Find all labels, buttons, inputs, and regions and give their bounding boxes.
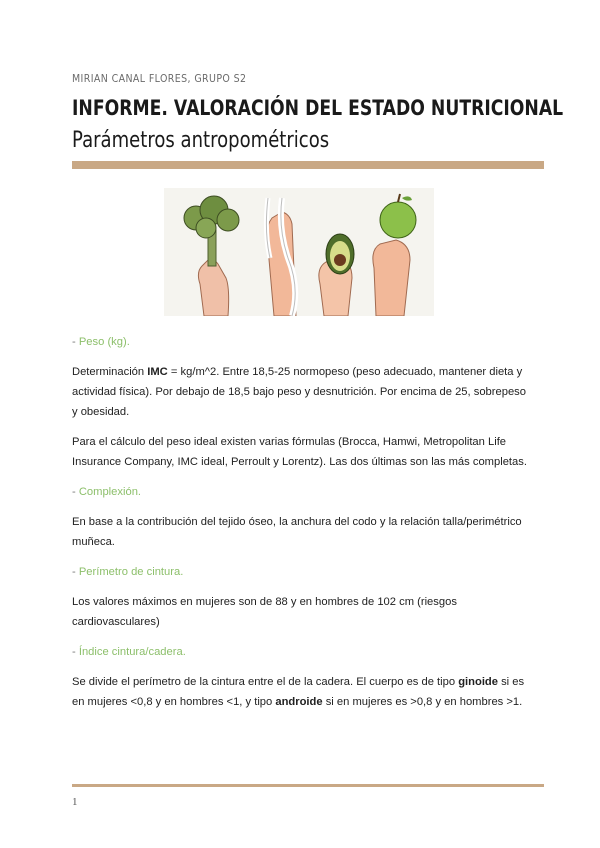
author-line: MIRIAN CANAL FLORES, GRUPO S2 [72,73,247,85]
paragraph-imc [72,362,532,422]
heading-text: Peso (kg). [78,336,130,348]
paragraph-indice [72,672,532,712]
heading-bullet: - [72,336,79,348]
document-title: INFORME. VALORACIÓN DEL ESTADO NUTRICIONAL [72,96,564,120]
paragraph-text: = kg/m^2. Entre 18,5-25 normopeso (peso adecuado, mantener dieta y actividad física). Por debajo de 18,5 bajo peso y desnutrición. Por encima de 25, sobrepeso y obesidad. [72,366,526,418]
section-heading-complexion [72,482,532,502]
paragraph-text: Se divide el perímetro de la cintura entre el de la cadera. El cuerpo es de tipo [72,676,459,688]
paragraph-text: Determinación [72,366,148,378]
section-heading-peso [72,332,532,352]
paragraph-text: si en mujeres es >0,8 y en hombres >1. [322,696,523,708]
paragraph-cintura: Los valores máximos en mujeres son de 88 y en hombres de 102 cm (riesgos cardiovasculares) [72,596,457,628]
heading-text: Índice cintura/cadera. [78,646,186,658]
measuring-tape-icon [266,198,296,316]
heading-bullet: - [72,566,79,578]
heading-text: Complexión. [78,486,142,498]
broccoli-icon [184,196,239,316]
paragraph-peso-ideal: Para el cálculo del peso ideal existen varias fórmulas (Brocca, Hamwi, Metropolitan Life Insurance Company, IMC ideal, Perroult y Lorentz). Las dos últimas son las más completas. [72,436,527,468]
section-heading-cintura [72,562,532,582]
illustration-hands-food [164,188,434,316]
section-heading-indice [72,642,532,662]
page-number: 1 [72,796,78,808]
heading-bullet: - [72,486,79,498]
heading-text: Perímetro de cintura. [78,566,184,578]
document-subtitle: Parámetros antropométricos [72,128,330,153]
bold-term-androide: androide [275,696,323,708]
paragraph-complexion: En base a la contribución del tejido óseo, la anchura del codo y la relación talla/perimétrico muñeca. [72,516,522,548]
footer-rule [72,784,544,787]
apple-icon [373,194,416,316]
header-rule [72,161,544,169]
bold-term-imc: IMC [147,366,168,378]
illustration-svg [164,188,434,316]
document-body [72,332,532,722]
heading-bullet: - [72,646,79,658]
bold-term-ginoide: ginoide [458,676,498,688]
paragraph-text: si es en mujeres <0,8 y en hombres <1, y tipo [72,676,525,708]
avocado-icon [319,234,354,316]
